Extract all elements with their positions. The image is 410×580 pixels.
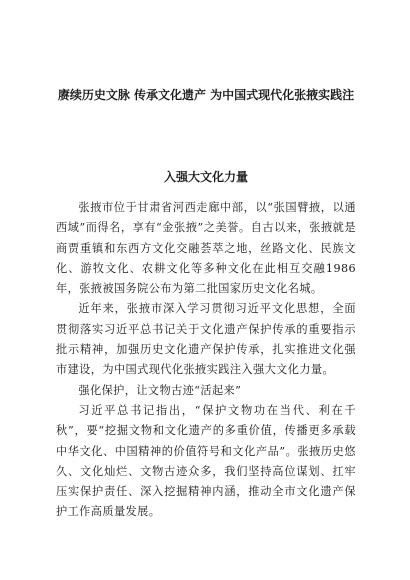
- paragraph-protection: 习近平总书记指出，“保护文物功在当代、利在千秋”，要“挖掘文物和文化遗产的多重价值，传播更多承载中华文化、中国精神的价值符号和文化产品”。张掖历史悠久、文化灿烂、文物古迹众多，我们坚持高位谋划、扛牢压实保护责任、深入挖掘精神内涵，推动全市文化遗产保护工作高质量发展。: [56, 403, 356, 519]
- section-heading: 强化保护，让文物古迹“活起来”: [78, 383, 242, 397]
- document-title-line-2: 入强大文化力量: [163, 170, 248, 184]
- document-body: [56, 198, 356, 523]
- document-title-line-1: 赓续历史文脉 传承文化遗产 为中国式现代化张掖实践注: [57, 88, 355, 102]
- paragraph-recent-years: 近年来，张掖市深入学习贯彻习近平文化思想，全面贯彻落实习近平总书记关于文化遗产保护传承的重要指示批示精神，加强历史文化遗产保护传承，扎实推进文化强市建设，为中国式现代化张掖实践注入强大文化力量。: [56, 302, 356, 377]
- paragraph-intro: 张掖市位于甘肃省河西走廊中部，以“张国臂掖，以通西域”而得名，享有“金张掖”之美誉。自古以来，张掖就是商贾重镇和东西方文化交融荟萃之地，丝路文化、民族文化、游牧文化、农耕文化等多种文化在此相互交融1986年，张掖被国务院公布为第二批国家历史文化名城。: [56, 201, 356, 296]
